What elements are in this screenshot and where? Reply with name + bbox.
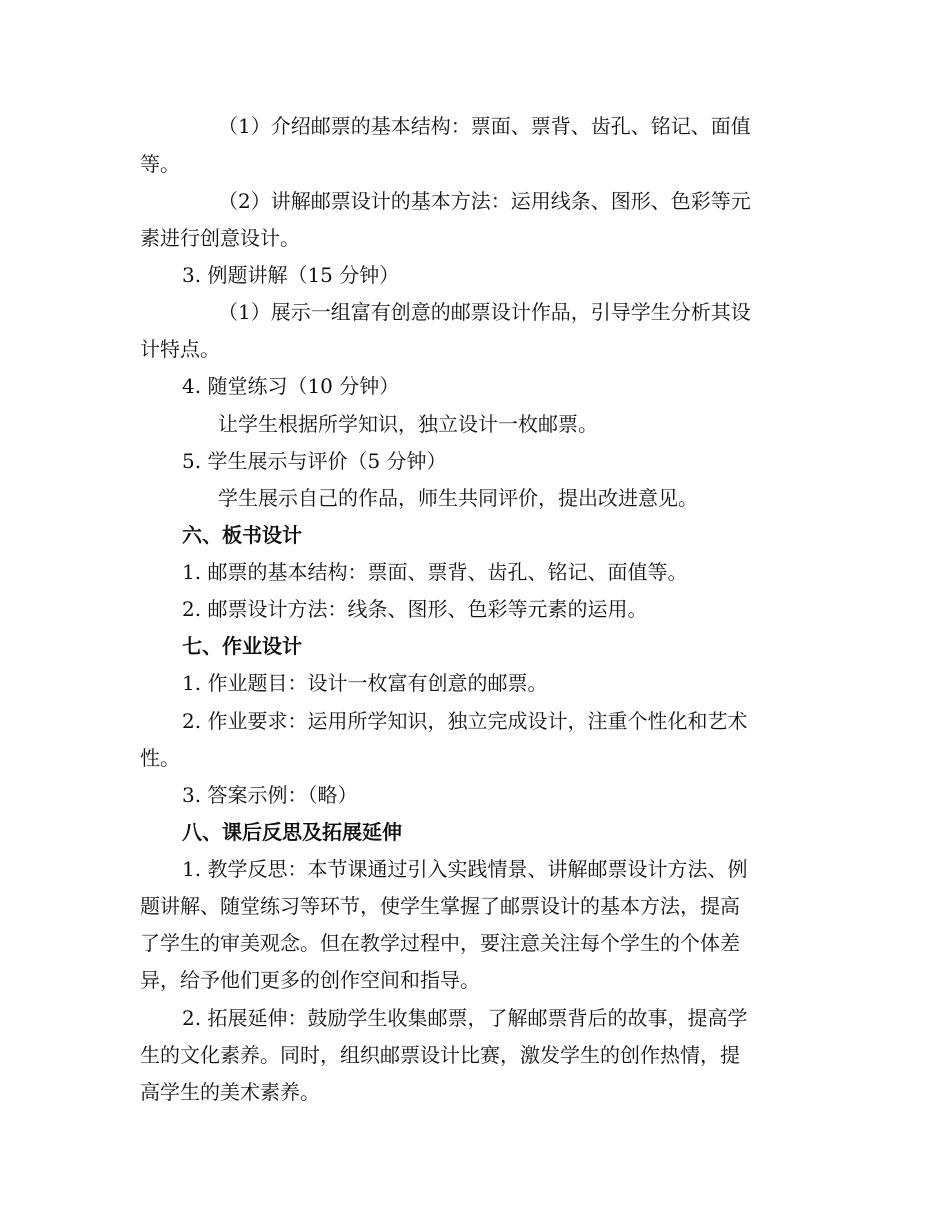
paragraph-line: 计特点。 xyxy=(140,337,220,361)
section-heading: 八、课后反思及拓展延伸 xyxy=(182,820,402,844)
list-item: 2. 作业要求：运用所学知识，独立完成设计，注重个性化和艺术 xyxy=(182,709,748,733)
paragraph-line: 了学生的审美观念。但在教学过程中，要注意关注每个学生的个体差 xyxy=(140,931,740,955)
paragraph-line: 题讲解、随堂练习等环节，使学生掌握了邮票设计的基本方法，提高 xyxy=(140,894,740,918)
paragraph-line: 学生展示自己的作品，师生共同评价，提出改进意见。 xyxy=(218,486,698,510)
paragraph-line: （1）介绍邮票的基本结构：票面、票背、齿孔、铭记、面值 xyxy=(218,114,751,138)
list-item: 1. 邮票的基本结构：票面、票背、齿孔、铭记、面值等。 xyxy=(182,560,688,584)
list-item: 5. 学生展示与评价（5 分钟） xyxy=(182,449,447,473)
paragraph-line: 等。 xyxy=(140,152,180,176)
paragraph-line: （2）讲解邮票设计的基本方法：运用线条、图形、色彩等元 xyxy=(218,189,751,213)
list-item: 4. 随堂练习（10 分钟） xyxy=(182,374,400,398)
paragraph-line: 异，给予他们更多的创作空间和指导。 xyxy=(140,968,480,992)
paragraph-line: 性。 xyxy=(140,746,180,770)
list-item: 3. 例题讲解（15 分钟） xyxy=(182,263,400,287)
paragraph-line: 高学生的美术素养。 xyxy=(140,1080,320,1104)
list-item: 2. 拓展延伸：鼓励学生收集邮票，了解邮票背后的故事，提高学 xyxy=(182,1006,748,1030)
paragraph-line: 素进行创意设计。 xyxy=(140,226,300,250)
paragraph-line: （1）展示一组富有创意的邮票设计作品，引导学生分析其设 xyxy=(218,300,751,324)
list-item: 1. 教学反思：本节课通过引入实践情景、讲解邮票设计方法、例 xyxy=(182,857,748,881)
list-item: 1. 作业题目：设计一枚富有创意的邮票。 xyxy=(182,671,548,695)
paragraph-line: 让学生根据所学知识，独立设计一枚邮票。 xyxy=(218,412,598,436)
section-heading: 六、板书设计 xyxy=(182,523,302,547)
list-item: 2. 邮票设计方法：线条、图形、色彩等元素的运用。 xyxy=(182,597,648,621)
section-heading: 七、作业设计 xyxy=(182,634,302,658)
list-item: 3. 答案示例：（略） xyxy=(182,783,358,807)
paragraph-line: 生的文化素养。同时，组织邮票设计比赛，激发学生的创作热情，提 xyxy=(140,1043,740,1067)
